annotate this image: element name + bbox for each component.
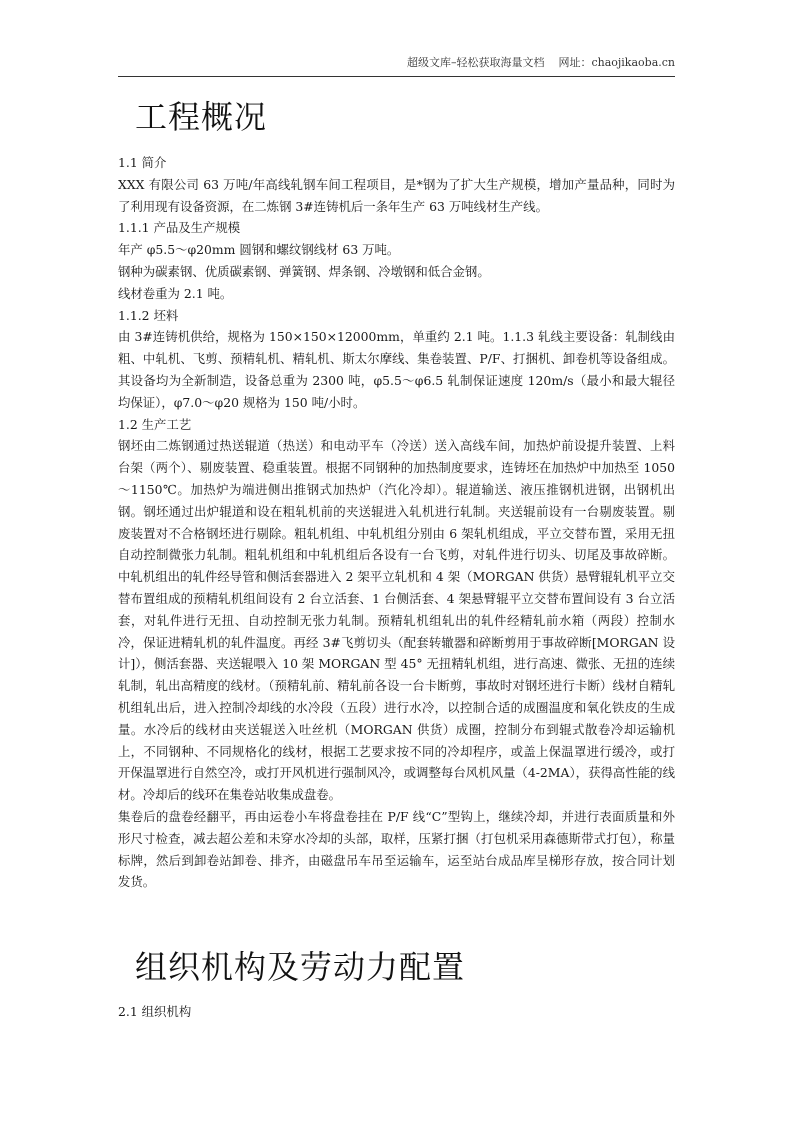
header-site-url: 网址：chaojikaoba.cn xyxy=(558,56,675,69)
product-paragraph-1: 年产 φ5.5～φ20mm 圆钢和螺纹钢线材 63 万吨。 xyxy=(118,242,400,258)
section-1-1-1-heading: 1.1.1 产品及生产规模 xyxy=(118,220,241,236)
section-1-1-heading: 1.1 简介 xyxy=(118,155,167,170)
chapter-1-body xyxy=(118,152,675,893)
intro-paragraph: XXX 有限公司 63 万吨/年高线轧钢车间工程项目，是*钢为了扩大生产规模，增加产量品种，同时为了利用现有设备资源，在二炼钢 3#连铸机后一条年生产 63 万吨线材生产线。 xyxy=(118,176,675,214)
chapter-2-body xyxy=(118,1001,675,1023)
process-paragraph-1: 钢坯由二炼钢通过热送辊道（热送）和电动平车（冷送）送入高线车间，加热炉前设提升装置、上料台架（两个）、剔废装置、稳重装置。根据不同钢种的加热制度要求，连铸坯在加热炉中加热至 1050～1150℃。加热炉为端进侧出推钢式加热炉（汽化冷却）。辊道输送、液压推钢机进钢，出钢机出钢。钢坯通过出炉辊道和设在粗轧机前的夹送辊进入轧机进行轧制。夹送辊前设有一台剔废装置。剔废装置对不合格钢坯进行剔除。粗轧机组、中轧机组分别由 6 架轧机组成，平立交替布置，采用无扭自动控制微张力轧制。粗轧机组和中轧机组后各设有一台飞剪，对轧件进行切头、切尾及事故碎断。中轧机组出的轧件经导管和侧活套器进入 2 架平立轧机和 4 架（MORGAN 供货）悬臂辊轧机平立交替布置组成的预精轧机组间设有 2 台立活套、1 台侧活套、4 架悬臂辊平立交替布置间设有 3 台立活套，对轧件进行无扭、自动控制无张力轧制。预精轧机组轧出的轧件经精轧前水箱（两段）控制水冷，保证进精轧机的轧件温度。再经 3#飞剪切头（配套转辙器和碎断剪用于事故碎断[MORGAN 设计]），侧活套器、夹送辊喂入 10 架 MORGAN 型 45° 无扭精轧机组，进行高速、微张、无扭的连续轧制，轧出高精度的线材。（预精轧前、精轧前各设一台卡断剪，事故时对钢坯进行卡断）线材自精轧机组轧出后，进入控制冷却线的水冷段（五段）进行水冷，以控制合适的成圈温度和氧化铁皮的生成量。水冷后的线材由夹送辊送入吐丝机（MORGAN 供货）成圈，控制分布到辊式散卷冷却运输机上，不同钢种、不同规格化的线材，根据工艺要求按不同的冷却程序，或盖上保温罩进行缓冷，或打开保温罩进行自然空冷，或打开风机进行强制风冷，或调整每台风机风量（4-2MA），获得高性能的线材。冷却后的线环在集卷站收集成盘卷。 xyxy=(118,438,675,803)
product-paragraph-2: 钢种为碳素钢、优质碳素钢、弹簧钢、焊条钢、冷墩钢和低合金钢。 xyxy=(118,263,490,279)
page-header xyxy=(118,56,675,77)
billet-paragraph: 由 3#连铸机供给，规格为 150×150×12000mm，单重约 2.1 吨。1.1.3 轧线主要设备：轧制线由粗、中轧机、飞剪、预精轧机、精轧机、斯太尔摩线、集卷装置、P/F、打捆机、卸卷机等设备组成。其设备均为全新制造，设备总重为 2300 吨，φ5.5～φ6.5 轧制保证速度 120m/s（最小和最大辊径均保证），φ7.0～φ20 规格为 150 吨/小时。 xyxy=(118,329,675,410)
section-2-1-heading: 2.1 组织机构 xyxy=(118,1004,192,1019)
chapter-2-title: 组织机构及劳动力配置 xyxy=(135,948,466,986)
header-slogan: 超级文库–轻松获取海量文档 xyxy=(406,56,545,69)
section-1-2-heading: 1.2 生产工艺 xyxy=(118,416,192,432)
process-paragraph-2: 集卷后的盘卷经翻平，再由运卷小车将盘卷挂在 P/F 线“C”型钩上，继续冷却，并进行表面质量和外形尺寸检查，减去超公差和未穿水冷却的头部，取样，压紧打捆（打包机采用森德斯带式打包），称量标牌，然后到卸卷站卸卷、排齐，由磁盘吊车吊至运输车，运至站台成品库呈梯形存放，按合同计划发货。 xyxy=(118,808,675,890)
section-1-1-2-heading: 1.1.2 坯料 xyxy=(118,307,179,323)
product-paragraph-3: 线材卷重为 2.1 吨。 xyxy=(118,285,233,301)
chapter-1-title: 工程概况 xyxy=(135,98,268,136)
